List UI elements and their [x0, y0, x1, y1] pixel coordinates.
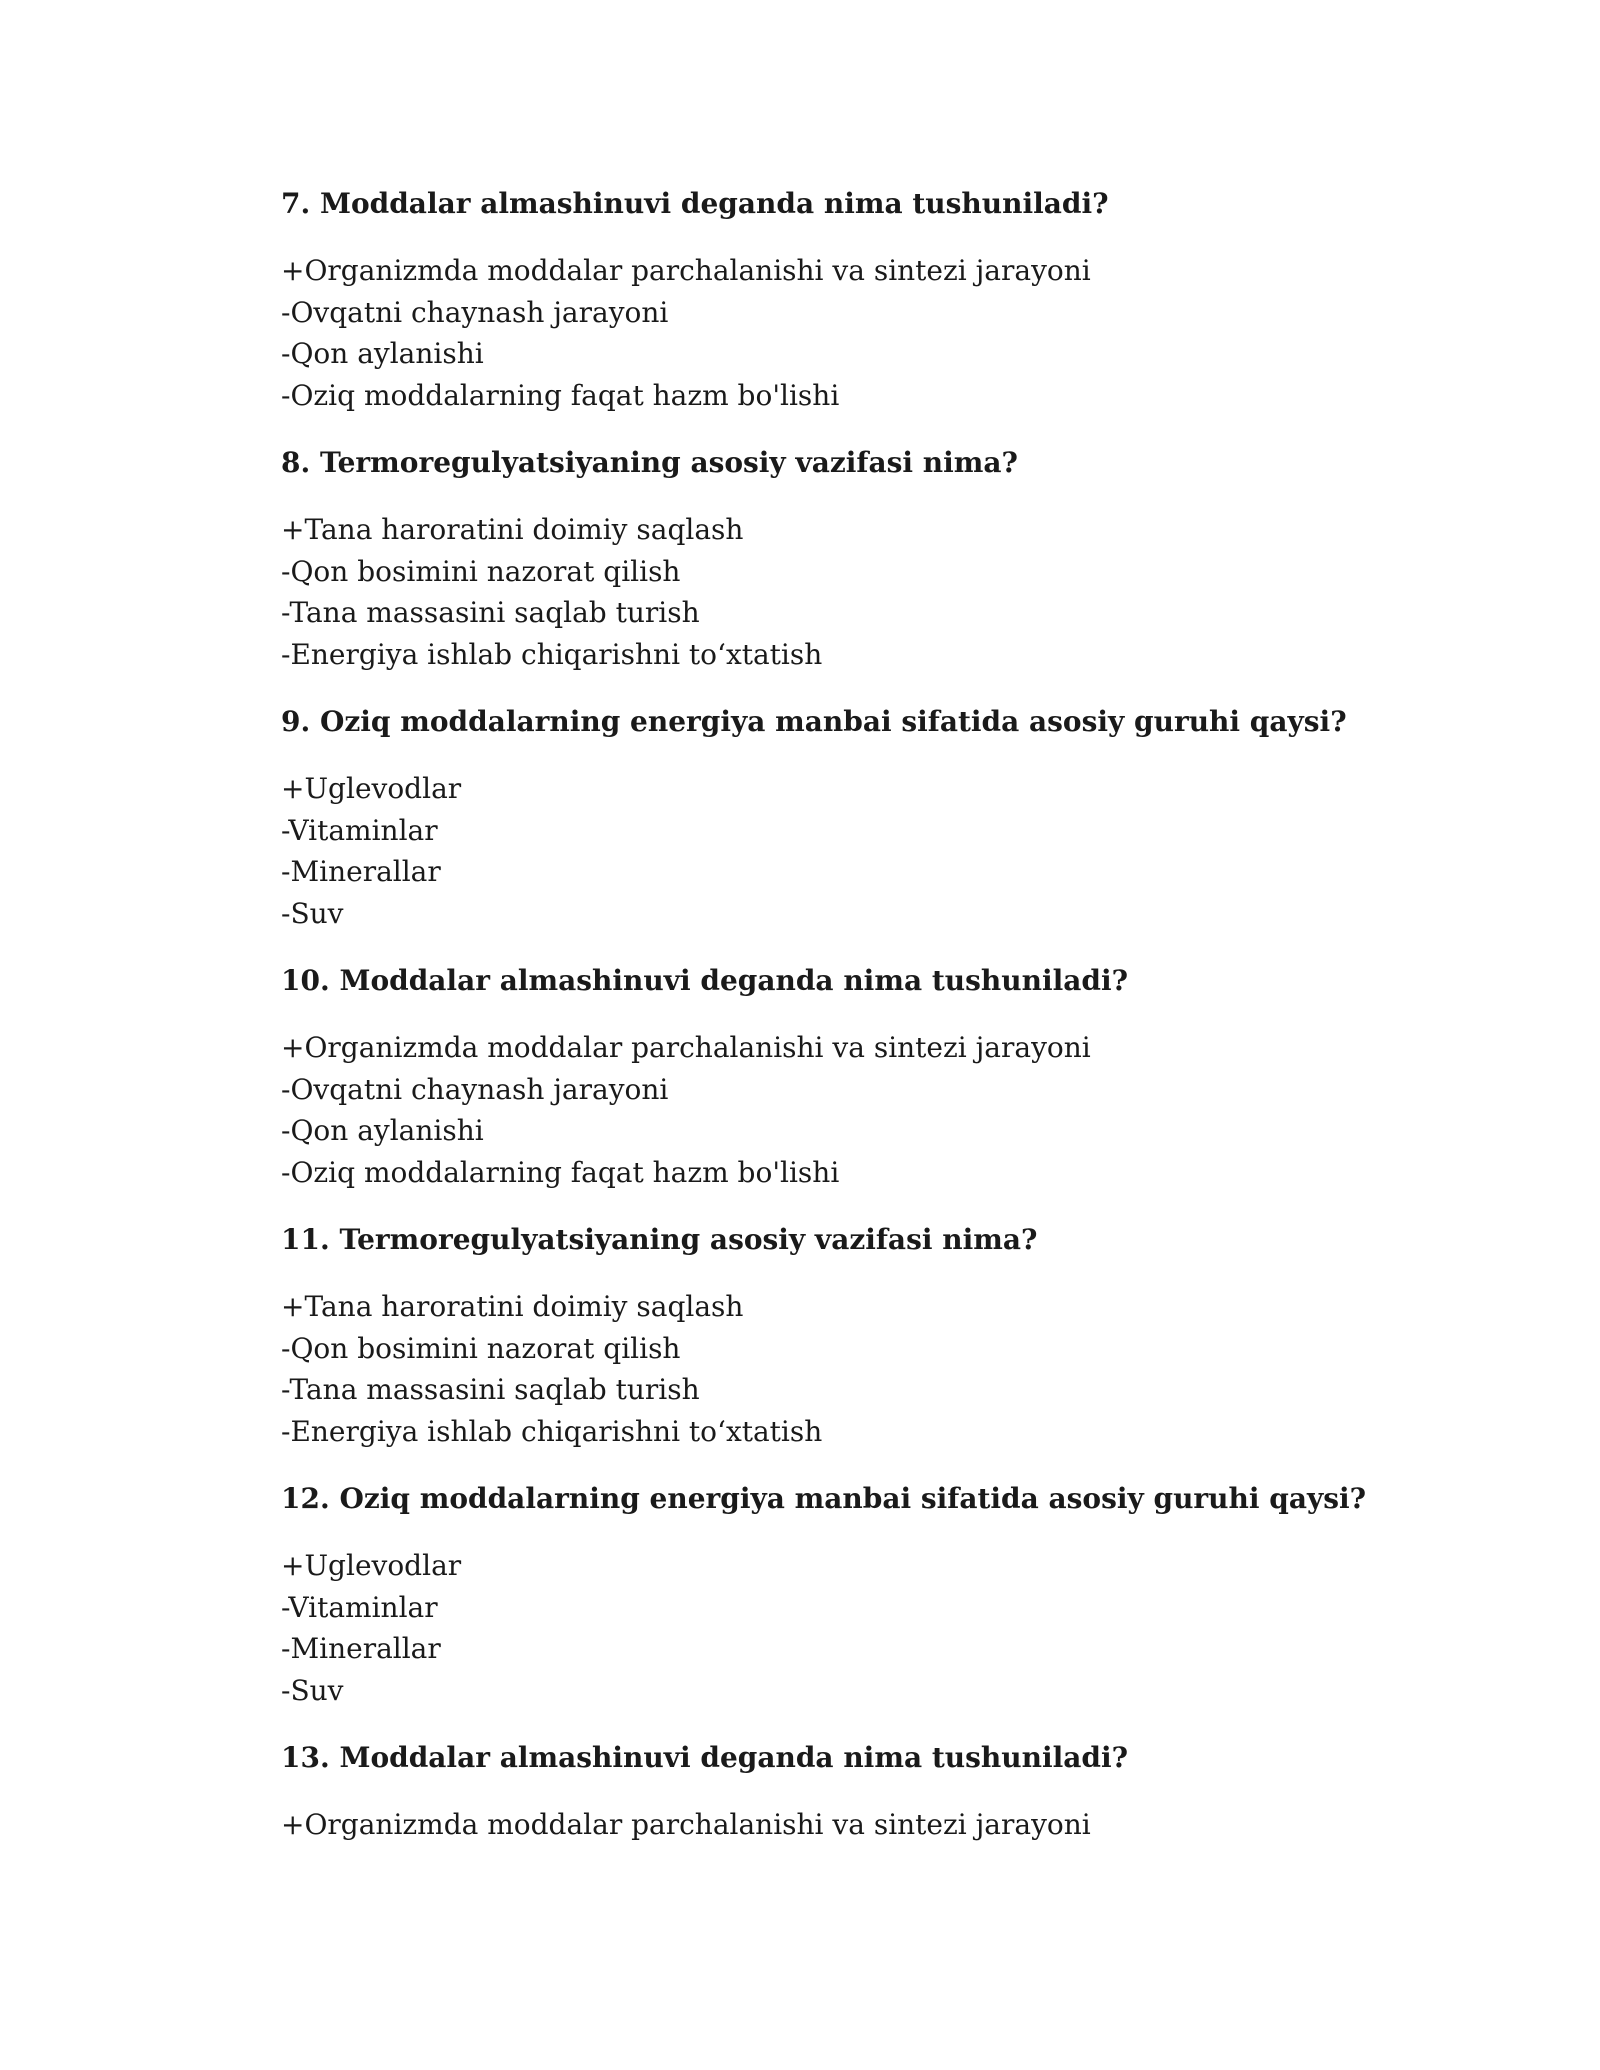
- question-title: 13. Moddalar almashinuvi deganda nima tushuniladi?: [281, 1741, 1128, 1774]
- answer-option: -Qon bosimini nazorat qilish: [281, 1331, 681, 1365]
- answer-list: [281, 509, 1341, 675]
- answer-option: -Ovqatni chaynash jarayoni: [281, 295, 669, 329]
- question-title: 7. Moddalar almashinuvi deganda nima tushuniladi?: [281, 187, 1109, 220]
- question-title: 9. Oziq moddalarning energiya manbai sifatida asosiy guruhi qaysi?: [281, 705, 1347, 738]
- answer-option: -Energiya ishlab chiqarishni to‘xtatish: [281, 1414, 823, 1448]
- question-block-12: [281, 1479, 1367, 1711]
- answer-option: +Tana haroratini doimiy saqlash: [281, 1290, 744, 1323]
- answer-list: [281, 768, 1341, 934]
- answer-option: -Qon aylanishi: [281, 337, 484, 370]
- answer-option: -Energiya ishlab chiqarishni to‘xtatish: [281, 637, 823, 671]
- answer-list: [281, 250, 1341, 416]
- answer-option: -Oziq moddalarning faqat hazm bo'lishi: [281, 1155, 840, 1189]
- question-block-7: [281, 184, 1341, 416]
- question-title: 12. Oziq moddalarning energiya manbai sifatida asosiy guruhi qaysi?: [281, 1482, 1367, 1515]
- answer-list: [281, 1545, 1341, 1711]
- answer-option: -Suv: [281, 1673, 344, 1707]
- question-title: 10. Moddalar almashinuvi deganda nima tushuniladi?: [281, 964, 1128, 997]
- answer-option: -Vitaminlar: [281, 813, 438, 847]
- question-block-13: [281, 1738, 1341, 1846]
- answer-option: -Oziq moddalarning faqat hazm bo'lishi: [281, 378, 840, 412]
- question-title: 11. Termoregulyatsiyaning asosiy vazifasi nima?: [281, 1223, 1038, 1256]
- answer-option: +Organizmda moddalar parchalanishi va sintezi jarayoni: [281, 1031, 1091, 1064]
- answer-option: -Minerallar: [281, 855, 441, 888]
- answer-option: -Vitaminlar: [281, 1590, 438, 1624]
- answer-option: -Tana massasini saqlab turish: [281, 1373, 700, 1406]
- question-block-8: [281, 443, 1341, 675]
- document-page: [281, 184, 1367, 1873]
- answer-list: [281, 1027, 1341, 1193]
- answer-option: +Uglevodlar: [281, 1549, 462, 1582]
- answer-option: -Qon bosimini nazorat qilish: [281, 554, 681, 588]
- answer-option: -Tana massasini saqlab turish: [281, 596, 700, 629]
- answer-option: -Minerallar: [281, 1632, 441, 1665]
- answer-option: -Ovqatni chaynash jarayoni: [281, 1072, 669, 1106]
- answer-option: -Suv: [281, 896, 344, 930]
- answer-option: +Organizmda moddalar parchalanishi va sintezi jarayoni: [281, 254, 1091, 287]
- answer-list: [281, 1286, 1341, 1452]
- answer-option: +Organizmda moddalar parchalanishi va sintezi jarayoni: [281, 1808, 1091, 1841]
- answer-option: +Tana haroratini doimiy saqlash: [281, 513, 744, 546]
- question-block-10: [281, 961, 1341, 1193]
- answer-option: -Qon aylanishi: [281, 1114, 484, 1147]
- question-block-11: [281, 1220, 1341, 1452]
- question-title: 8. Termoregulyatsiyaning asosiy vazifasi nima?: [281, 446, 1018, 479]
- answer-list: [281, 1804, 1341, 1846]
- question-block-9: [281, 702, 1347, 934]
- answer-option: +Uglevodlar: [281, 772, 462, 805]
